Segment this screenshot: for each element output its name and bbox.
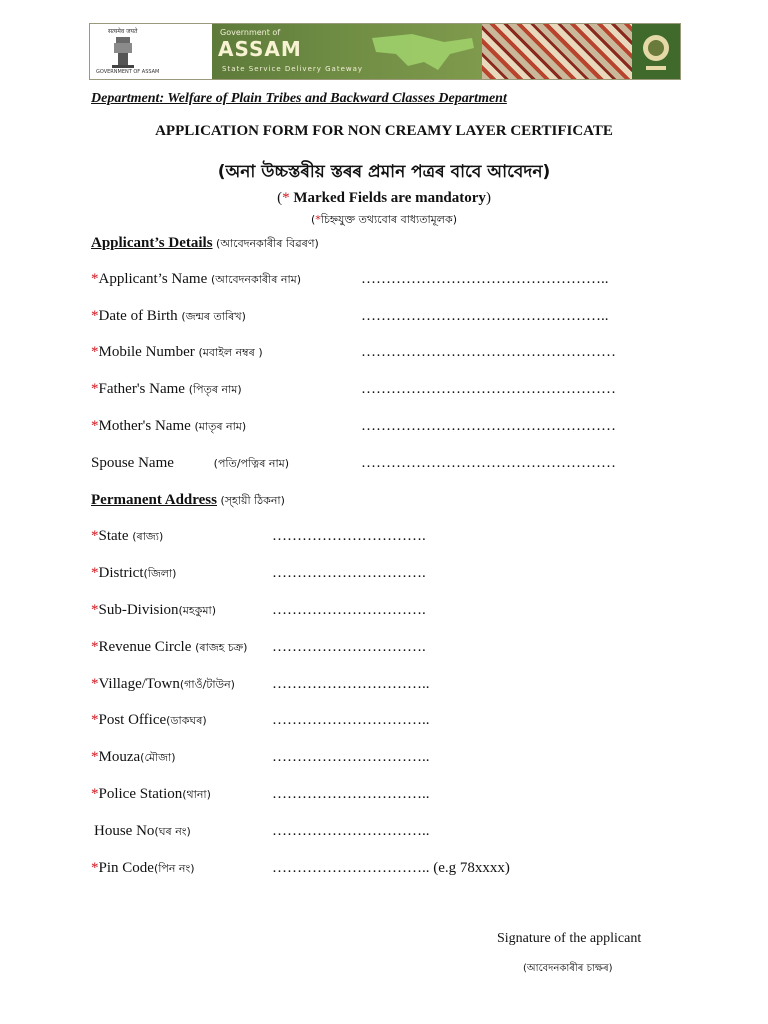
field-pin-code: *Pin Code(পিন নং): [91, 860, 195, 876]
post-office-blank[interactable]: …………………………..: [272, 712, 430, 728]
field-house-no: House No(ঘৰ নং): [94, 823, 191, 839]
field-state: *State (ৰাজ্য): [91, 528, 164, 544]
applicant-name-blank[interactable]: …………………………………………..: [361, 271, 609, 287]
emblem-panel: [90, 24, 212, 79]
fathers-name-blank[interactable]: ……………………………………………: [361, 381, 616, 397]
mandatory-note-assamese: (*চিহ্নযুক্ত তথ্যবোৰ বাধ্যতামূলক): [311, 213, 457, 226]
mobile-number-blank[interactable]: ……………………………………………: [361, 344, 616, 360]
banner-tagline: State Service Delivery Gateway: [222, 65, 364, 73]
spouse-name-blank[interactable]: ……………………………………………: [361, 455, 616, 471]
field-mouza: *Mouza(মৌজা): [91, 749, 176, 765]
field-village-town: *Village/Town(গাওঁ/টাউন): [91, 676, 235, 692]
date-of-birth-blank[interactable]: …………………………………………..: [361, 308, 609, 324]
field-mobile-number: *Mobile Number (মবাইল নম্বৰ ): [91, 344, 263, 360]
mothers-name-blank[interactable]: ……………………………………………: [361, 418, 616, 434]
field-post-office: *Post Office(ডাকঘৰ): [91, 712, 207, 728]
police-station-blank[interactable]: …………………………..: [272, 786, 430, 802]
seal-panel: [632, 24, 680, 79]
emblem-caption-top: सत्यमेव जयते: [108, 28, 138, 35]
revenue-circle-blank[interactable]: ………………………….: [272, 639, 426, 655]
field-revenue-circle: *Revenue Circle (ৰাজহ চক্ৰ): [91, 639, 248, 655]
mouza-blank[interactable]: …………………………..: [272, 749, 430, 765]
field-police-station: *Police Station(থানা): [91, 786, 211, 802]
field-sub-division: *Sub-Division(মহকুমা): [91, 602, 216, 618]
pin-code-blank[interactable]: ………………………….. (e.g 78xxxx): [272, 860, 510, 876]
field-mothers-name: *Mother's Name (মাতৃৰ নাম): [91, 418, 247, 434]
banner-government-of: Government of: [220, 28, 281, 37]
field-applicant-name: *Applicant’s Name (আবেদনকাৰীৰ নাম): [91, 271, 302, 287]
emblem-caption-bottom: GOVERNMENT OF ASSAM: [96, 69, 160, 75]
signature-label-assamese: (আবেদনকাৰীৰ চাক্ষৰ): [523, 963, 613, 974]
district-blank[interactable]: ………………………….: [272, 565, 426, 581]
signature-label: Signature of the applicant: [497, 931, 642, 946]
field-date-of-birth: *Date of Birth (জন্মৰ তাৰিখ): [91, 308, 246, 324]
form-title: APPLICATION FORM FOR NON CREAMY LAYER CERTIFICATE: [155, 123, 613, 139]
field-fathers-name: *Father's Name (পিতৃৰ নাম): [91, 381, 242, 397]
banner-state-name: ASSAM: [218, 37, 302, 61]
field-spouse-name: Spouse Name (পতি/পত্নিৰ নাম): [91, 455, 290, 471]
sub-division-blank[interactable]: ………………………….: [272, 602, 426, 618]
assam-seal-icon: [632, 24, 680, 79]
village-town-blank[interactable]: …………………………..: [272, 676, 430, 692]
state-blank[interactable]: ………………………….: [272, 528, 426, 544]
mandatory-note: (* Marked Fields are mandatory): [277, 190, 491, 206]
cultural-art-panel: [482, 24, 632, 79]
form-title-assamese: (অনা উচ্চস্তৰীয় স্তৰৰ প্ৰমান পত্ৰৰ বাবে আবেদন): [217, 162, 551, 182]
field-district: *District(জিলা): [91, 565, 177, 581]
department-line: Department: Welfare of Plain Tribes and Backward Classes Department: [91, 91, 507, 106]
address-section-heading: Permanent Address (স্হায়ী ঠিকনা): [91, 492, 285, 508]
applicant-section-heading: Applicant’s Details (আবেদনকাৰীৰ বিৱৰণ): [91, 235, 319, 251]
header-banner: [89, 23, 681, 80]
house-no-blank[interactable]: …………………………..: [272, 823, 430, 839]
